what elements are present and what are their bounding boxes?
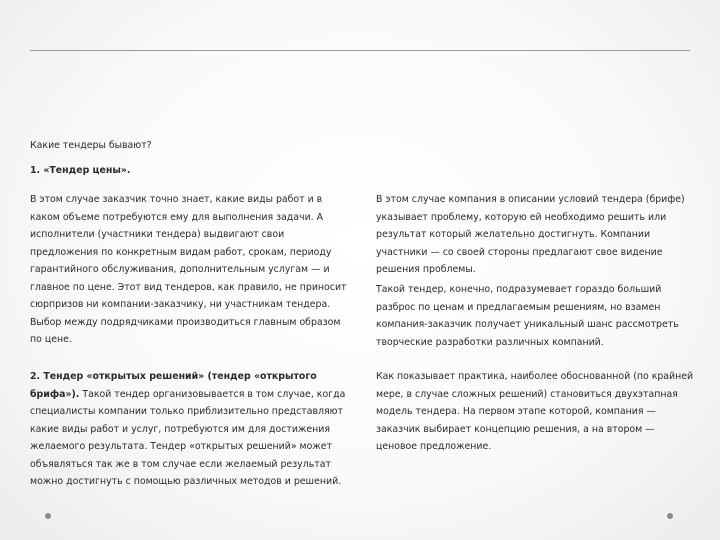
left-paragraph-2 [30, 368, 350, 491]
left-corner-dot [45, 513, 51, 519]
top-divider [30, 50, 690, 51]
section2-heading: 2. Тендер «открытых решений» (тендер «открытого брифа»). [30, 371, 317, 400]
intro-question: Какие тендеры бывают? [30, 140, 152, 151]
right-paragraph-1: В этом случае компания в описании условий тендера (брифе) указывает проблему, которую ей необходимо решить или результат который желательно достигнуть. Компании участники — со своей стороны предлагают свое видение решения проблемы. [376, 194, 685, 275]
left-paragraph-2-text: Такой тендер организовывается в том случае, когда специалисты компании только приблизительно представляют какие виды работ и услуг, потребуются им для достижения желаемого результата. Тендер «открытых решений» может объявляться так же в том случае если желаемый результат можно достигнуть с помощью различных методов и решений. [30, 388, 346, 487]
section1-heading: 1. «Тендер цены». [30, 165, 131, 176]
right-paragraph-2: Такой тендер, конечно, подразумевает гораздо больший разброс по ценам и предлагаемым решениям, но взамен компания-заказчик получает уникальный шанс рассмотреть творческие разработки различных компаний. [376, 284, 679, 348]
left-paragraph-1: В этом случае заказчик точно знает, какие виды работ и в каком объеме потребуются ему для выполнения задачи. А исполнители (участники тендера) выдвигают свои предложения по конкретным видам работ, срокам, периоду гарантийного обслуживания, дополнительным услугам — и главное по цене. Этот вид тендеров, как правило, не приносит сюрпризов ни компании-заказчику, ни участникам тендера. Выбор между подрядчиками производиться главным образом по цене. [30, 194, 347, 345]
right-corner-dot [667, 513, 673, 519]
right-paragraph-3: Как показывает практика, наиболее обоснованной (по крайней мере, в случае сложных решений) становиться двухэтапная модель тендера. На первом этапе которой, компания — заказчик выбирает концепцию решения, а на втором — ценовое предложение. [376, 371, 694, 452]
